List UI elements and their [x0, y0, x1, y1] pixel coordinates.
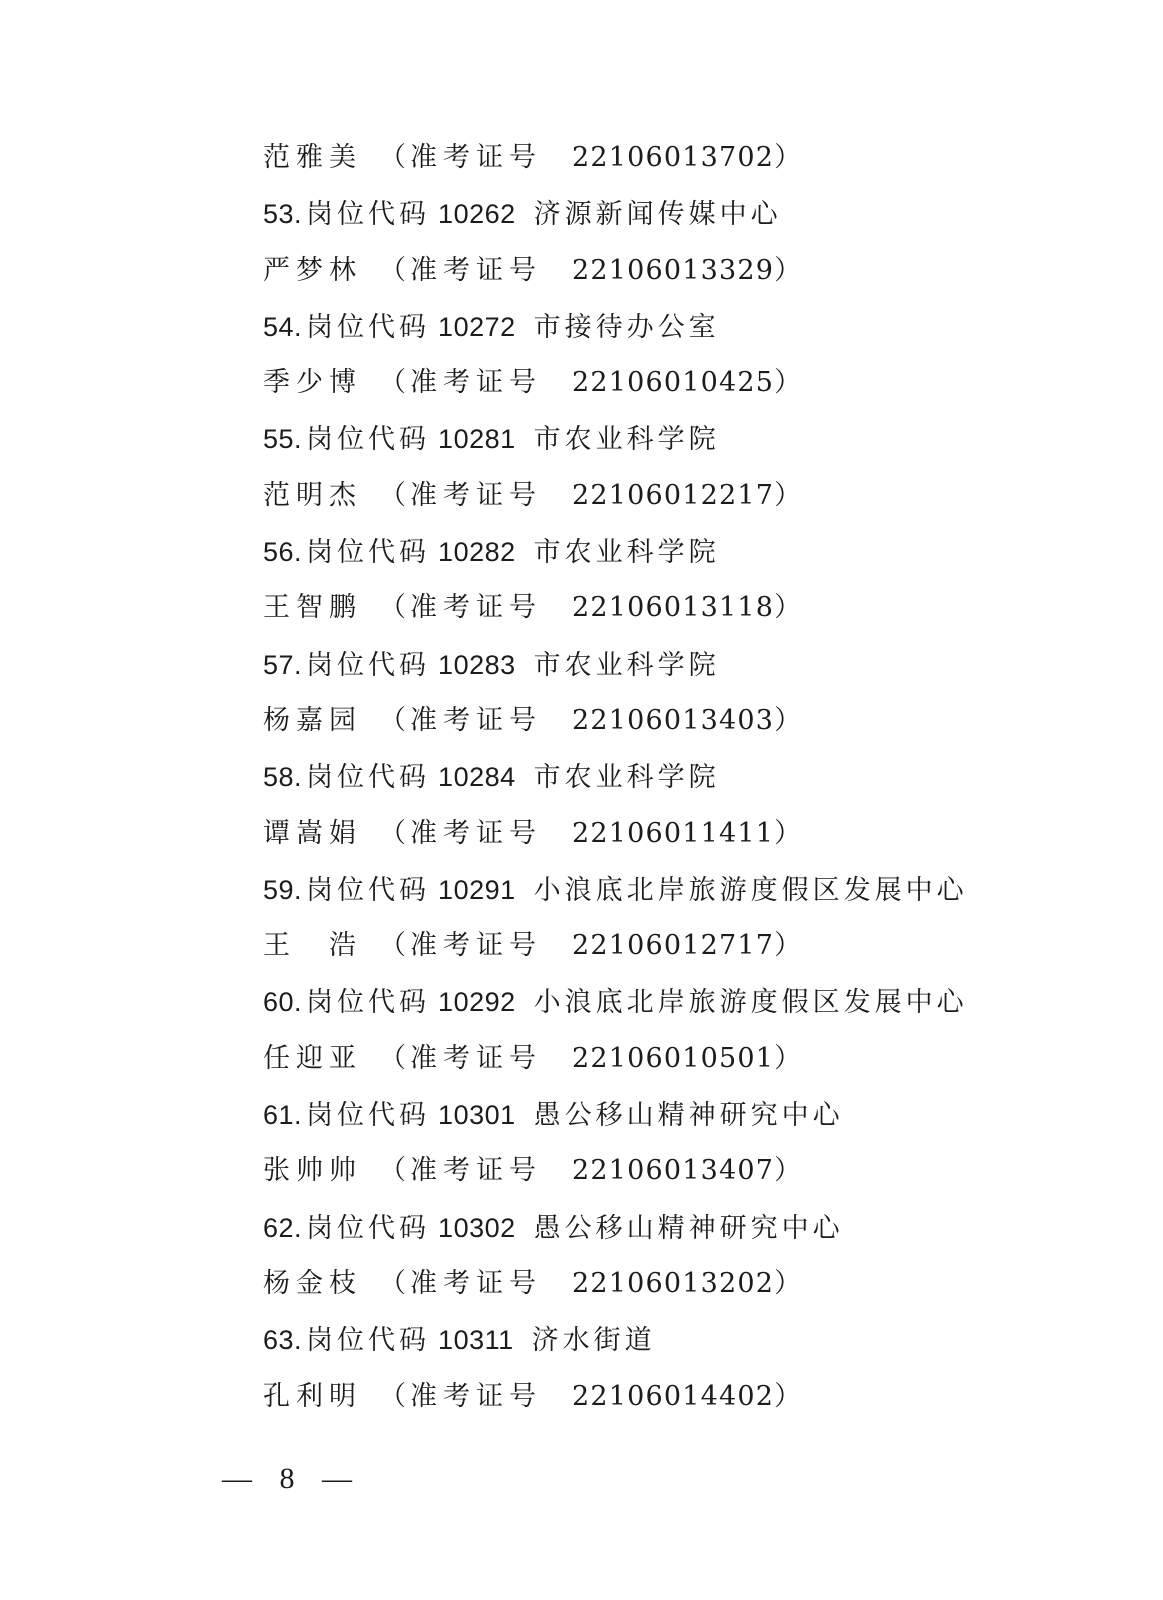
post-code: 10282 — [438, 537, 516, 568]
post-code-label: 岗位代码 — [306, 199, 431, 231]
post-number: 57. — [263, 649, 303, 680]
exam-number-label: 准考证号 — [410, 1380, 542, 1412]
candidate-line — [263, 1256, 1123, 1312]
exam-number-label: 准考证号 — [410, 367, 542, 399]
post-code: 10283 — [438, 649, 516, 680]
candidate-name: 王智鹏 — [263, 592, 362, 624]
candidate-line — [263, 693, 1123, 749]
exam-number: 22106013702 — [572, 142, 775, 173]
candidate-name: 孔利明 — [263, 1380, 362, 1412]
employer-unit: 市农业科学院 — [533, 537, 720, 569]
post-code: 10284 — [438, 762, 516, 793]
candidate-name: 王 浩 — [263, 930, 362, 962]
post-code-label: 岗位代码 — [306, 649, 431, 681]
exam-number-label: 准考证号 — [410, 592, 542, 624]
open-paren: （ — [379, 1042, 410, 1074]
candidate-name: 张帅帅 — [263, 1155, 362, 1187]
candidate-name: 范明杰 — [263, 479, 362, 511]
candidate-line — [263, 580, 1123, 636]
candidate-name: 严梦林 — [263, 254, 362, 286]
exam-number: 22106010425 — [572, 367, 775, 399]
exam-number: 22106010501 — [572, 1042, 775, 1074]
post-code-label: 岗位代码 — [306, 1100, 431, 1132]
employer-unit: 小浪底北岸旅游度假区发展中心 — [533, 987, 968, 1019]
exam-number: 22106011411 — [572, 817, 775, 849]
close-paren: ） — [774, 1380, 806, 1412]
exam-number: 22106013118 — [572, 592, 775, 624]
candidate-name: 范雅美 — [263, 142, 362, 173]
exam-number-label: 准考证号 — [410, 479, 542, 511]
post-line — [263, 749, 1123, 805]
close-paren: ） — [774, 1155, 806, 1187]
post-line — [263, 974, 1123, 1030]
post-code-label: 岗位代码 — [306, 1325, 431, 1357]
post-number: 54. — [263, 311, 303, 342]
employer-unit: 小浪底北岸旅游度假区发展中心 — [533, 874, 968, 906]
employer-unit: 市农业科学院 — [533, 424, 720, 456]
candidate-list — [263, 130, 1123, 1425]
post-code: 10292 — [438, 987, 516, 1018]
post-code: 10301 — [438, 1100, 516, 1131]
post-line — [263, 1200, 1123, 1256]
open-paren: （ — [379, 592, 410, 624]
exam-number: 22106013329 — [572, 254, 775, 286]
post-number: 58. — [263, 762, 303, 793]
exam-number-label: 准考证号 — [410, 142, 542, 173]
page-number: — 8 — — [222, 1462, 362, 1495]
exam-number: 22106012717 — [572, 930, 775, 962]
post-line — [263, 186, 1123, 242]
post-code: 10262 — [438, 199, 516, 230]
close-paren: ） — [774, 1267, 806, 1299]
candidate-line — [263, 918, 1123, 974]
open-paren: （ — [379, 704, 410, 736]
post-code: 10281 — [438, 424, 516, 455]
post-code-label: 岗位代码 — [306, 424, 431, 456]
post-number: 60. — [263, 987, 303, 1018]
exam-number: 22106013407 — [572, 1155, 775, 1187]
post-line — [263, 299, 1123, 355]
exam-number-label: 准考证号 — [410, 930, 542, 962]
exam-number: 22106013202 — [572, 1267, 775, 1299]
exam-number-label: 准考证号 — [410, 704, 542, 736]
open-paren: （ — [379, 367, 410, 399]
close-paren: ） — [774, 817, 806, 849]
post-line — [263, 862, 1123, 918]
close-paren: ） — [774, 930, 806, 962]
employer-unit: 济源新闻传媒中心 — [533, 199, 782, 231]
open-paren: （ — [379, 817, 410, 849]
employer-unit: 济水街道 — [531, 1325, 656, 1357]
close-paren: ） — [774, 592, 806, 624]
post-code-label: 岗位代码 — [306, 1212, 431, 1244]
post-number: 62. — [263, 1212, 303, 1243]
exam-number-label: 准考证号 — [410, 1042, 542, 1074]
post-code: 10291 — [438, 874, 516, 905]
post-line — [263, 1087, 1123, 1143]
employer-unit: 市农业科学院 — [533, 762, 720, 794]
post-number: 59. — [263, 874, 303, 905]
post-line — [263, 411, 1123, 467]
candidate-name: 季少博 — [263, 367, 362, 399]
post-code: 10302 — [438, 1212, 516, 1243]
candidate-name: 谭嵩娟 — [263, 817, 362, 849]
candidate-line — [263, 1143, 1123, 1199]
post-number: 53. — [263, 199, 303, 230]
close-paren: ） — [774, 254, 806, 286]
post-code-label: 岗位代码 — [306, 987, 431, 1019]
candidate-line — [263, 130, 1123, 186]
employer-unit: 愚公移山精神研究中心 — [533, 1100, 844, 1132]
open-paren: （ — [379, 254, 410, 286]
close-paren: ） — [774, 142, 806, 173]
open-paren: （ — [379, 1267, 410, 1299]
candidate-line — [263, 468, 1123, 524]
close-paren: ） — [774, 479, 806, 511]
post-line — [263, 637, 1123, 693]
exam-number: 22106012217 — [572, 479, 775, 511]
candidate-line — [263, 1031, 1123, 1087]
candidate-line — [263, 355, 1123, 411]
candidate-line — [263, 243, 1123, 299]
employer-unit: 愚公移山精神研究中心 — [533, 1212, 844, 1244]
post-number: 61. — [263, 1100, 303, 1131]
post-code-label: 岗位代码 — [306, 762, 431, 794]
post-line — [263, 1312, 1123, 1368]
candidate-name: 杨金枝 — [263, 1267, 362, 1299]
open-paren: （ — [379, 142, 410, 173]
exam-number: 22106014402 — [572, 1380, 775, 1412]
employer-unit: 市农业科学院 — [533, 649, 720, 681]
candidate-line — [263, 806, 1123, 862]
close-paren: ） — [774, 704, 806, 736]
candidate-name: 任迎亚 — [263, 1042, 362, 1074]
close-paren: ） — [774, 367, 806, 399]
exam-number-label: 准考证号 — [410, 1155, 542, 1187]
post-code-label: 岗位代码 — [306, 311, 431, 343]
post-code: 10311 — [438, 1325, 514, 1356]
exam-number-label: 准考证号 — [410, 1267, 542, 1299]
exam-number-label: 准考证号 — [410, 817, 542, 849]
post-code: 10272 — [438, 311, 516, 342]
post-number: 63. — [263, 1325, 303, 1356]
candidate-name: 杨嘉园 — [263, 704, 362, 736]
employer-unit: 市接待办公室 — [533, 311, 720, 343]
open-paren: （ — [379, 930, 410, 962]
candidate-line — [263, 1369, 1123, 1425]
open-paren: （ — [379, 1380, 410, 1412]
post-line — [263, 524, 1123, 580]
post-code-label: 岗位代码 — [306, 537, 431, 569]
close-paren: ） — [774, 1042, 806, 1074]
post-number: 56. — [263, 537, 303, 568]
open-paren: （ — [379, 479, 410, 511]
open-paren: （ — [379, 1155, 410, 1187]
post-number: 55. — [263, 424, 303, 455]
post-code-label: 岗位代码 — [306, 874, 431, 906]
exam-number: 22106013403 — [572, 704, 775, 736]
exam-number-label: 准考证号 — [410, 254, 542, 286]
